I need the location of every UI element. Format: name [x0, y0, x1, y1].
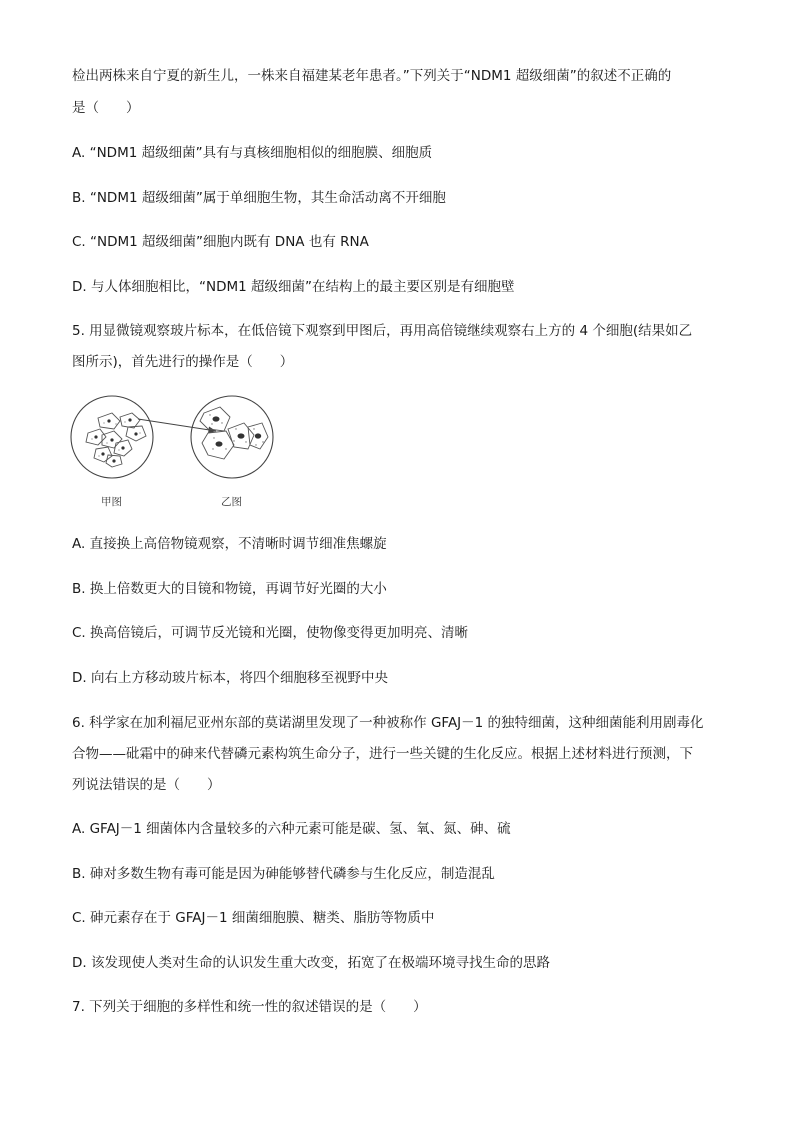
q6-stem-line-1: 6. 科学家在加利福尼亚州东部的莫诺湖里发现了一种被称作 GFAJ－1 的独特细菌，这种细菌能利用剧毒化: [72, 715, 704, 731]
q4-option-d: D. 与人体细胞相比，“NDM1 超级细菌”在结构上的最主要区别是有细胞壁: [72, 279, 515, 295]
arrow-icon: [138, 419, 216, 434]
q5-stem-line-1: 5. 用显微镜观察玻片标本，在低倍镜下观察到甲图后，再用高倍镜继续观察右上方的 4 个细胞(结果如乙: [72, 323, 693, 339]
q6-stem-line-2: 合物——砒霜中的砷来代替磷元素构筑生命分子，进行一些关键的生化反应。根据上述材料进行预测，下: [72, 746, 693, 762]
q5-option-c: C. 换高倍镜后，可调节反光镜和光圈，使物像变得更加明亮、清晰: [72, 625, 469, 641]
high-power-view: [191, 396, 273, 478]
intro-line-2: 是（ ）: [72, 100, 140, 116]
figure-label-jia: 甲图: [101, 496, 122, 508]
q6-option-d: D. 该发现使人类对生命的认识发生重大改变，拓宽了在极端环境寻找生命的思路: [72, 955, 550, 971]
q6-stem-line-3: 列说法错误的是（ ）: [72, 777, 221, 793]
q5-option-b: B. 换上倍数更大的目镜和物镜，再调节好光圈的大小: [72, 581, 387, 597]
q4-option-b: B. “NDM1 超级细菌”属于单细胞生物，其生命活动离不开细胞: [72, 190, 446, 206]
q6-option-a: A. GFAJ－1 细菌体内含量较多的六种元素可能是碳、氢、氧、氮、砷、硫: [72, 821, 511, 837]
q4-option-a: A. “NDM1 超级细菌”具有与真核细胞相似的细胞膜、细胞质: [72, 145, 433, 161]
figure-label-yi: 乙图: [221, 496, 242, 508]
q5-option-d: D. 向右上方移动玻片标本，将四个细胞移至视野中央: [72, 670, 388, 686]
intro-line-1: 检出两株来自宁夏的新生儿，一株来自福建某老年患者。”下列关于“NDM1 超级细菌”的叙述不正确的: [72, 68, 672, 84]
q6-option-c: C. 砷元素存在于 GFAJ－1 细菌细胞膜、糖类、脂肪等物质中: [72, 910, 435, 926]
q4-option-c: C. “NDM1 超级细菌”细胞内既有 DNA 也有 RNA: [72, 234, 369, 250]
low-power-view: [71, 396, 153, 478]
q5-stem-line-2: 图所示)，首先进行的操作是（ ）: [72, 354, 294, 370]
q5-option-a: A. 直接换上高倍物镜观察，不清晰时调节细准焦螺旋: [72, 536, 387, 552]
q7-stem: 7. 下列关于细胞的多样性和统一性的叙述错误的是（ ）: [72, 999, 427, 1015]
microscope-figure: [68, 393, 308, 515]
q6-option-b: B. 砷对多数生物有毒可能是因为砷能够替代磷参与生化反应，制造混乱: [72, 866, 495, 882]
